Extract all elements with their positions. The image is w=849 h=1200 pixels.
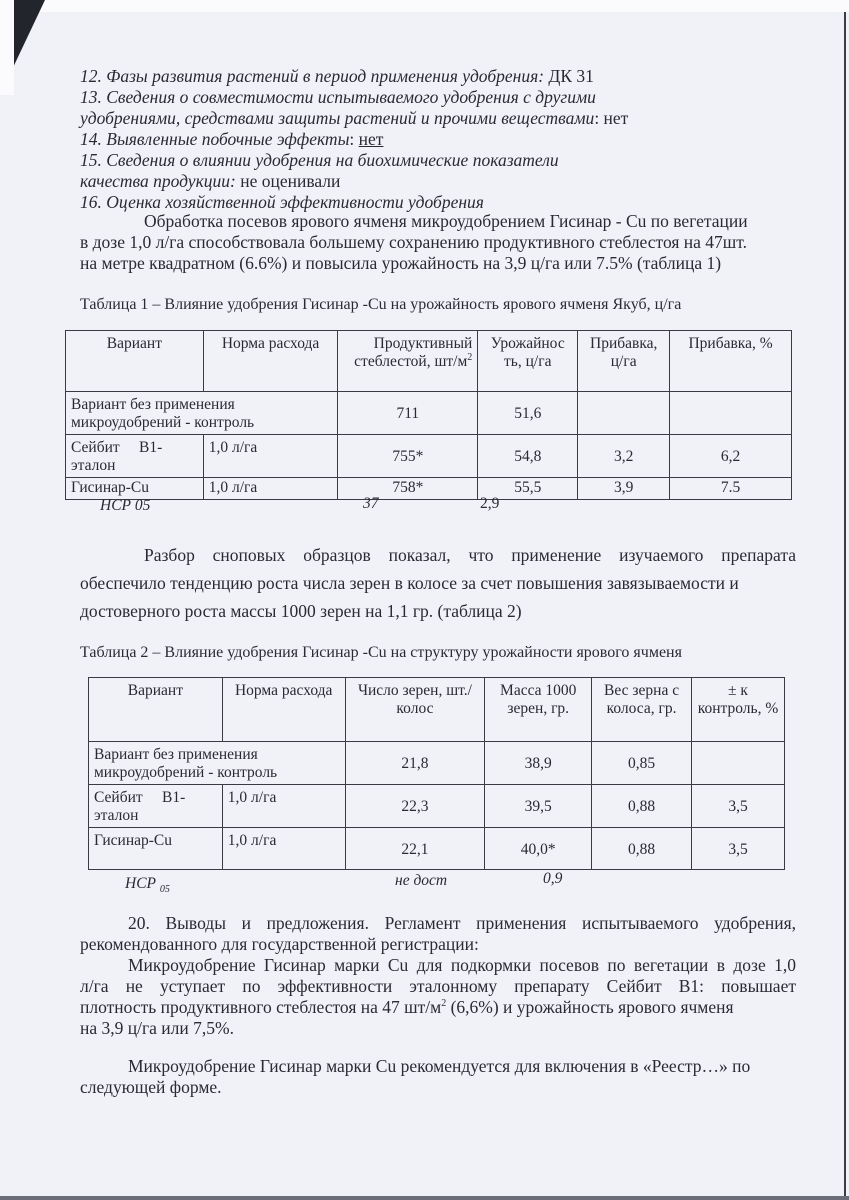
table2-header-grains: Число зерен, шт./ колос xyxy=(345,678,485,742)
table-row xyxy=(66,435,792,478)
table2-cell-rate: 1,0 л/га xyxy=(222,828,345,870)
table2-cell-vs-control: 3,5 xyxy=(692,785,785,828)
table2-header-rate: Норма расхода xyxy=(222,678,345,742)
table1-nsr-stand: 37 xyxy=(363,495,379,512)
table1-cell-variant: Гисинар-Cu xyxy=(66,478,204,500)
table1-cell-gain-pct: 6,2 xyxy=(670,435,792,478)
item-14: 14. Выявленные побочные эффекты: нет xyxy=(80,129,384,149)
table2-cell-vs-control xyxy=(692,742,785,785)
item-12: 12. Фазы развития растений в период применения удобрения: ДК 31 xyxy=(80,66,594,86)
table2-cell-mass1000: 38,9 xyxy=(485,742,592,785)
table1 xyxy=(65,330,792,500)
table1-header-yield: Урожайнос ть, ц/га xyxy=(478,331,578,392)
para1-line3: на метре квадратном (6.6%) и повысила урожайность на 3,9 ц/га или 7.5% (таблица 1) xyxy=(80,253,722,273)
scan-right-edge xyxy=(844,12,846,1200)
table1-cell-yield: 55,5 xyxy=(478,478,578,500)
table2-cell-weight: 0,88 xyxy=(592,828,692,870)
table2-nsr-mass: 0,9 xyxy=(543,870,563,887)
scan-bottom-edge xyxy=(0,1196,849,1200)
table2-cell-weight: 0,88 xyxy=(592,785,692,828)
table1-cell-gain: 3,2 xyxy=(578,435,670,478)
table1-cell-rate: 1,0 л/га xyxy=(203,478,338,500)
item-15-line2: качества продукции: не оценивали xyxy=(80,171,341,191)
table1-cell-stand: 711 xyxy=(338,392,478,435)
table2-cell-grains: 21,8 xyxy=(345,742,485,785)
table1-header-variant: Вариант xyxy=(66,331,204,392)
table-row xyxy=(89,785,785,828)
table1-cell-yield: 51,6 xyxy=(478,392,578,435)
table-row xyxy=(66,478,792,500)
table1-nsr-label: НСР 05 xyxy=(100,497,151,514)
table-row xyxy=(66,392,792,435)
table2-cell-weight: 0,85 xyxy=(592,742,692,785)
scan-margin-left xyxy=(0,0,14,95)
table1-caption: Таблица 1 – Влияние удобрения Гисинар -Cu на урожайность ярового ячменя Якуб, ц/га xyxy=(80,296,682,313)
table2 xyxy=(88,677,785,870)
para1-line2: в дозе 1,0 л/га способствовала большему сохранению продуктивного стеблестоя на 47шт. xyxy=(80,232,747,252)
table2-cell-variant: Сейбит В1- эталон xyxy=(89,785,223,828)
table-row xyxy=(89,828,785,870)
item-16: 16. Оценка хозяйственной эффективности удобрения xyxy=(80,192,484,212)
conclusions-line4: л/га не уступает по эффективности эталонному препарату Сейбит В1: повышает xyxy=(80,976,796,996)
table2-header-mass1000: Масса 1000 зерен, гр. xyxy=(485,678,592,742)
conclusions-line6: на 3,9 ц/га или 7,5%. xyxy=(80,1018,234,1038)
table2-header-row xyxy=(89,678,785,742)
para1-line1: Обработка посевов ярового ячменя микроудобрением Гисинар - Cu по вегетации xyxy=(144,211,748,231)
table1-cell-stand: 755* xyxy=(338,435,478,478)
table1-cell-gain-pct xyxy=(670,392,792,435)
table1-cell-stand: 758* xyxy=(338,478,478,500)
table1-header-rate: Норма расхода xyxy=(203,331,338,392)
table2-cell-variant: Гисинар-Cu xyxy=(89,828,223,870)
table1-cell-variant: Сейбит В1- эталон xyxy=(66,435,204,478)
table2-cell-vs-control: 3,5 xyxy=(692,828,785,870)
table2-header-variant: Вариант xyxy=(89,678,223,742)
table1-header-stand: Продуктивный стеблестой, $шт/м^2$ xyxy=(338,331,478,392)
table1-cell-variant: Вариант без применения микроудобрений - контроль xyxy=(66,392,338,435)
para2-line1: Разбор снопoвых образцов показал, что применение изучаемого препарата xyxy=(144,545,796,565)
conclusions-line5: плотность продуктивного стеблестоя на 47 $шт/м^2$ (6,6%) и урожайность ярового ячменя xyxy=(80,997,734,1017)
conclusions-line3: Микроудобрение Гисинар марки Cu для подкормки посевов по вегетации в дозе 1,0 xyxy=(128,955,796,975)
table-row xyxy=(89,742,785,785)
table2-cell-mass1000: 39,5 xyxy=(485,785,592,828)
table2-cell-grains: 22,3 xyxy=(345,785,485,828)
conclusions-line7: Микроудобрение Гисинар марки Cu рекомендуется для включения в «Реестр…» по xyxy=(128,1056,751,1076)
table2-cell-variant: Вариант без применения микроудобрений - контроль xyxy=(89,742,346,785)
table2-cell-grains: 22,1 xyxy=(345,828,485,870)
conclusions-line1: 20. Выводы и предложения. Регламент применения испытываемого удобрения, xyxy=(128,913,796,933)
para2-line2: обеспечило тенденцию роста числа зерен в колосе за счет повышения завязываемости и xyxy=(80,573,739,593)
table1-header-gain: Прибавка, ц/га xyxy=(578,331,670,392)
table1-nsr-yield: 2,9 xyxy=(480,495,500,512)
table1-cell-yield: 54,8 xyxy=(478,435,578,478)
item-13-line2: удобрениями, средствами защиты растений и прочими веществами: нет xyxy=(80,108,629,128)
conclusions-line8: следующей форме. xyxy=(80,1077,222,1097)
table1-cell-rate: 1,0 л/га xyxy=(203,435,338,478)
conclusions-line2: рекомендованного для государственной регистрации: xyxy=(80,934,479,954)
table2-nsr-label: НСР $_{05}$ xyxy=(125,875,170,896)
table1-header-row xyxy=(66,331,792,392)
table2-cell-rate: 1,0 л/га xyxy=(222,785,345,828)
table2-cell-mass1000: 40,0* xyxy=(485,828,592,870)
table1-cell-gain xyxy=(578,392,670,435)
table2-caption: Таблица 2 – Влияние удобрения Гисинар -Cu на структуру урожайности ярового ячменя xyxy=(80,644,682,661)
table2-header-vs-control: ± к контроль, % xyxy=(692,678,785,742)
table2-header-weight: Вес зерна с колоса, гр. xyxy=(592,678,692,742)
para2-line3: достоверного роста массы 1000 зерен на 1,1 гр. (таблица 2) xyxy=(80,601,522,621)
table1-cell-gain: 3,9 xyxy=(578,478,670,500)
table1-cell-gain-pct: 7.5 xyxy=(670,478,792,500)
item-13-line1: 13. Сведения о совместимости испытываемого удобрения с другими xyxy=(80,87,596,107)
table2-nsr-grains: не дост xyxy=(395,872,448,889)
table1-header-gain-pct: Прибавка, % xyxy=(670,331,792,392)
item-15-line1: 15. Сведения о влиянии удобрения на биохимические показатели xyxy=(80,150,559,170)
scan-margin-top xyxy=(0,0,849,12)
